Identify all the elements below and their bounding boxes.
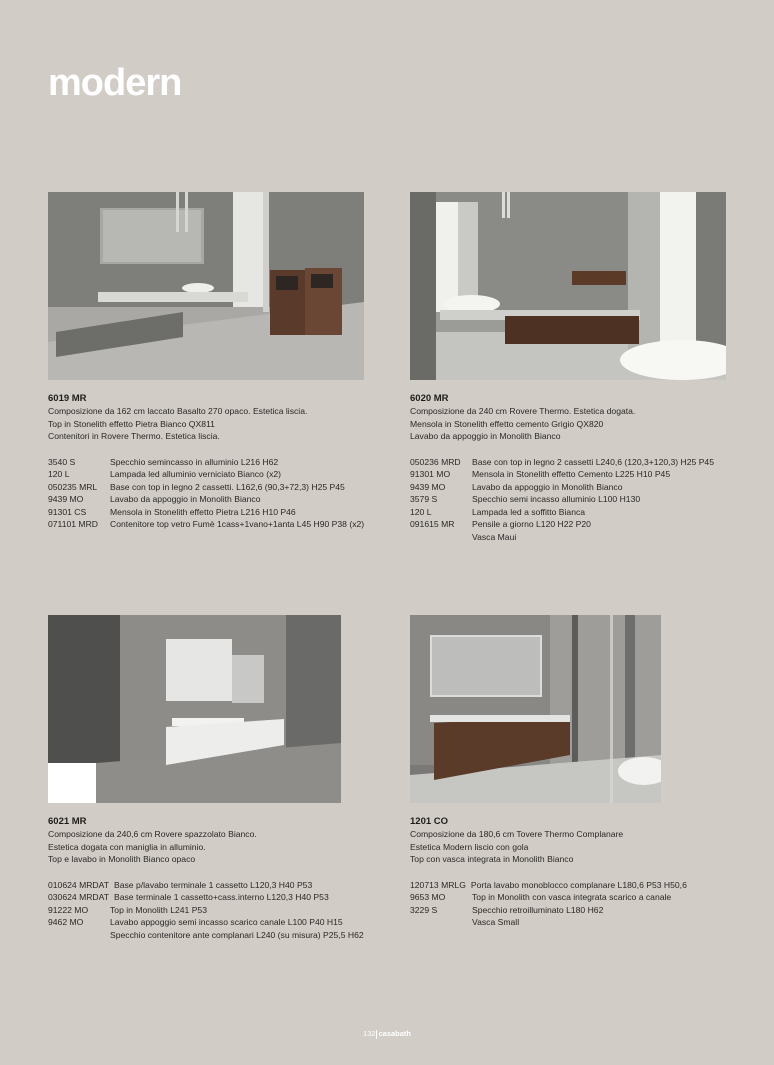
description-line: Lavabo da appoggio in Monolith Bianco	[410, 431, 561, 441]
list-item	[410, 904, 740, 917]
list-item	[48, 468, 378, 481]
product-6020-mr	[410, 192, 740, 543]
description-line: Top e lavabo in Monolith Bianco opaco	[48, 854, 196, 864]
item-code: 9462 MO	[48, 917, 84, 927]
description-line: Composizione da 162 cm laccato Basalto 270 opaco. Estetica liscia.	[48, 406, 308, 416]
product-photo	[410, 615, 661, 803]
list-item	[48, 518, 378, 531]
item-code: 9439 MO	[48, 494, 84, 504]
product-code: 1201 CO	[410, 816, 449, 827]
item-text: Vasca Small	[472, 917, 520, 927]
item-code: 050235 MRL	[48, 481, 98, 492]
item-code	[410, 531, 472, 544]
description-line: Estetica Modern liscio con gola	[410, 841, 529, 852]
item-text: Base con top in legno 2 cassetti. L162,6 (90,3+72,3) H25 P45	[110, 481, 345, 492]
list-item	[48, 456, 378, 469]
item-code	[410, 916, 472, 929]
list-item	[410, 481, 740, 494]
item-code: 3540 S	[48, 456, 76, 467]
item-list	[48, 879, 378, 942]
item-text: Contenitore top vetro Fumè 1cass+1vano+1anta L45 H90 P38 (x2)	[110, 519, 365, 529]
list-item	[410, 531, 740, 544]
item-text: Lavabo da appoggio in Monolith Bianco	[472, 481, 623, 492]
list-item	[410, 468, 740, 481]
item-code: 91301 CS	[48, 506, 87, 517]
list-item	[410, 518, 740, 531]
brand-name: casabath	[378, 1029, 412, 1038]
product-code: 6021 MR	[48, 816, 87, 827]
description-line: Composizione da 180,6 cm Tovere Thermo Complanare	[410, 829, 624, 839]
list-item	[48, 904, 378, 917]
item-list	[410, 456, 740, 544]
item-text: Mensola in Stonelith effetto Cemento L225 H10 P45	[472, 469, 671, 479]
list-item	[410, 506, 740, 519]
item-text: Porta lavabo monoblocco complanare L180,6 P53 H50,6	[470, 879, 687, 890]
description-line: Mensola in Stonelith effetto cemento Grigio QX820	[410, 418, 604, 429]
item-list	[410, 879, 740, 929]
item-text: Lavabo da appoggio in Monolith Bianco	[110, 494, 261, 504]
list-item	[48, 481, 378, 494]
description-line: Top con vasca integrata in Monolith Bianco	[410, 854, 574, 864]
item-text: Specchio semincasso in alluminio L216 H62	[110, 456, 279, 467]
list-item	[48, 891, 378, 904]
description-line: Estetica dogata con maniglia in alluminio.	[48, 841, 206, 852]
item-text: Lavabo appoggio semi incasso scarico canale L100 P40 H15	[110, 917, 343, 927]
item-code: 091615 MR	[410, 519, 455, 529]
item-text: Specchio semi incasso alluminio L100 H130	[472, 494, 641, 504]
item-text: Specchio retroilluminato L180 H62	[472, 904, 604, 915]
item-text: Lampada led alluminio verniciato Bianco (x2)	[110, 469, 282, 479]
item-text: Base terminale 1 cassetto+cass.interno L120,3 H40 P53	[113, 892, 329, 902]
list-item	[48, 493, 378, 506]
item-text: Vasca Maui	[472, 531, 517, 542]
item-code: 050236 MRD	[410, 456, 461, 467]
product-code: 6019 MR	[48, 393, 87, 404]
list-item	[48, 879, 378, 892]
product-photo	[410, 192, 726, 380]
list-item	[410, 456, 740, 469]
description-line: Composizione da 240,6 cm Rovere spazzolato Bianco.	[48, 829, 257, 839]
list-item	[410, 879, 740, 892]
list-item	[48, 506, 378, 519]
list-item	[410, 891, 740, 904]
product-description	[48, 405, 378, 443]
item-code: 91301 MO	[410, 469, 451, 479]
product-description	[410, 405, 740, 443]
item-code: 91222 MO	[48, 904, 89, 915]
product-description	[410, 828, 740, 866]
item-text: Base con top in legno 2 cassetti L240,6 (120,3+120,3) H25 P45	[472, 456, 714, 467]
item-code: 3579 S	[410, 494, 438, 504]
list-item	[48, 929, 378, 942]
description-line: Composizione da 240 cm Rovere Thermo. Estetica dogata.	[410, 406, 636, 416]
item-text: Top in Monolith L241 P53	[110, 904, 207, 915]
item-text: Mensola in Stonelith effetto Pietra L216 H10 P46	[110, 506, 296, 517]
description-line: Top in Stonelith effetto Pietra Bianco QX811	[48, 418, 215, 429]
list-item	[410, 916, 740, 929]
page-title: modern	[48, 62, 182, 104]
item-list	[48, 456, 378, 531]
item-code: 9653 MO	[410, 892, 446, 902]
product-photo	[48, 615, 341, 803]
page-footer	[0, 1029, 774, 1039]
list-item	[410, 493, 740, 506]
product-1201-co	[410, 615, 740, 929]
list-item	[48, 916, 378, 929]
product-code: 6020 MR	[410, 393, 449, 404]
item-text: Pensile a giorno L120 H22 P20	[472, 519, 591, 529]
product-photo	[48, 192, 364, 380]
item-code	[48, 929, 110, 942]
item-text: Base p/lavabo terminale 1 cassetto L120,3 H40 P53	[113, 879, 313, 890]
item-code: 071101 MRD	[48, 519, 98, 529]
item-code: 010624 MRDAT	[48, 879, 109, 890]
item-code: 120 L	[48, 469, 70, 479]
item-code: 030624 MRDAT	[48, 892, 109, 902]
description-line: Contenitori in Rovere Thermo. Estetica liscia.	[48, 431, 220, 441]
item-text: Lampada led a soffitto Bianca	[472, 506, 586, 517]
item-code: 120713 MRLG	[410, 879, 466, 890]
item-code: 3229 S	[410, 904, 438, 915]
product-6021-mr	[48, 615, 378, 941]
item-code: 120 L	[410, 506, 432, 517]
item-text: Specchio contenitore ante complanari L240 (su misura) P25,5 H62	[110, 929, 364, 940]
product-6019-mr	[48, 192, 378, 531]
page-number: 132	[362, 1029, 376, 1038]
item-code: 9439 MO	[410, 481, 446, 492]
product-description	[48, 828, 378, 866]
item-text: Top in Monolith con vasca integrata scarico a canale	[472, 892, 672, 902]
